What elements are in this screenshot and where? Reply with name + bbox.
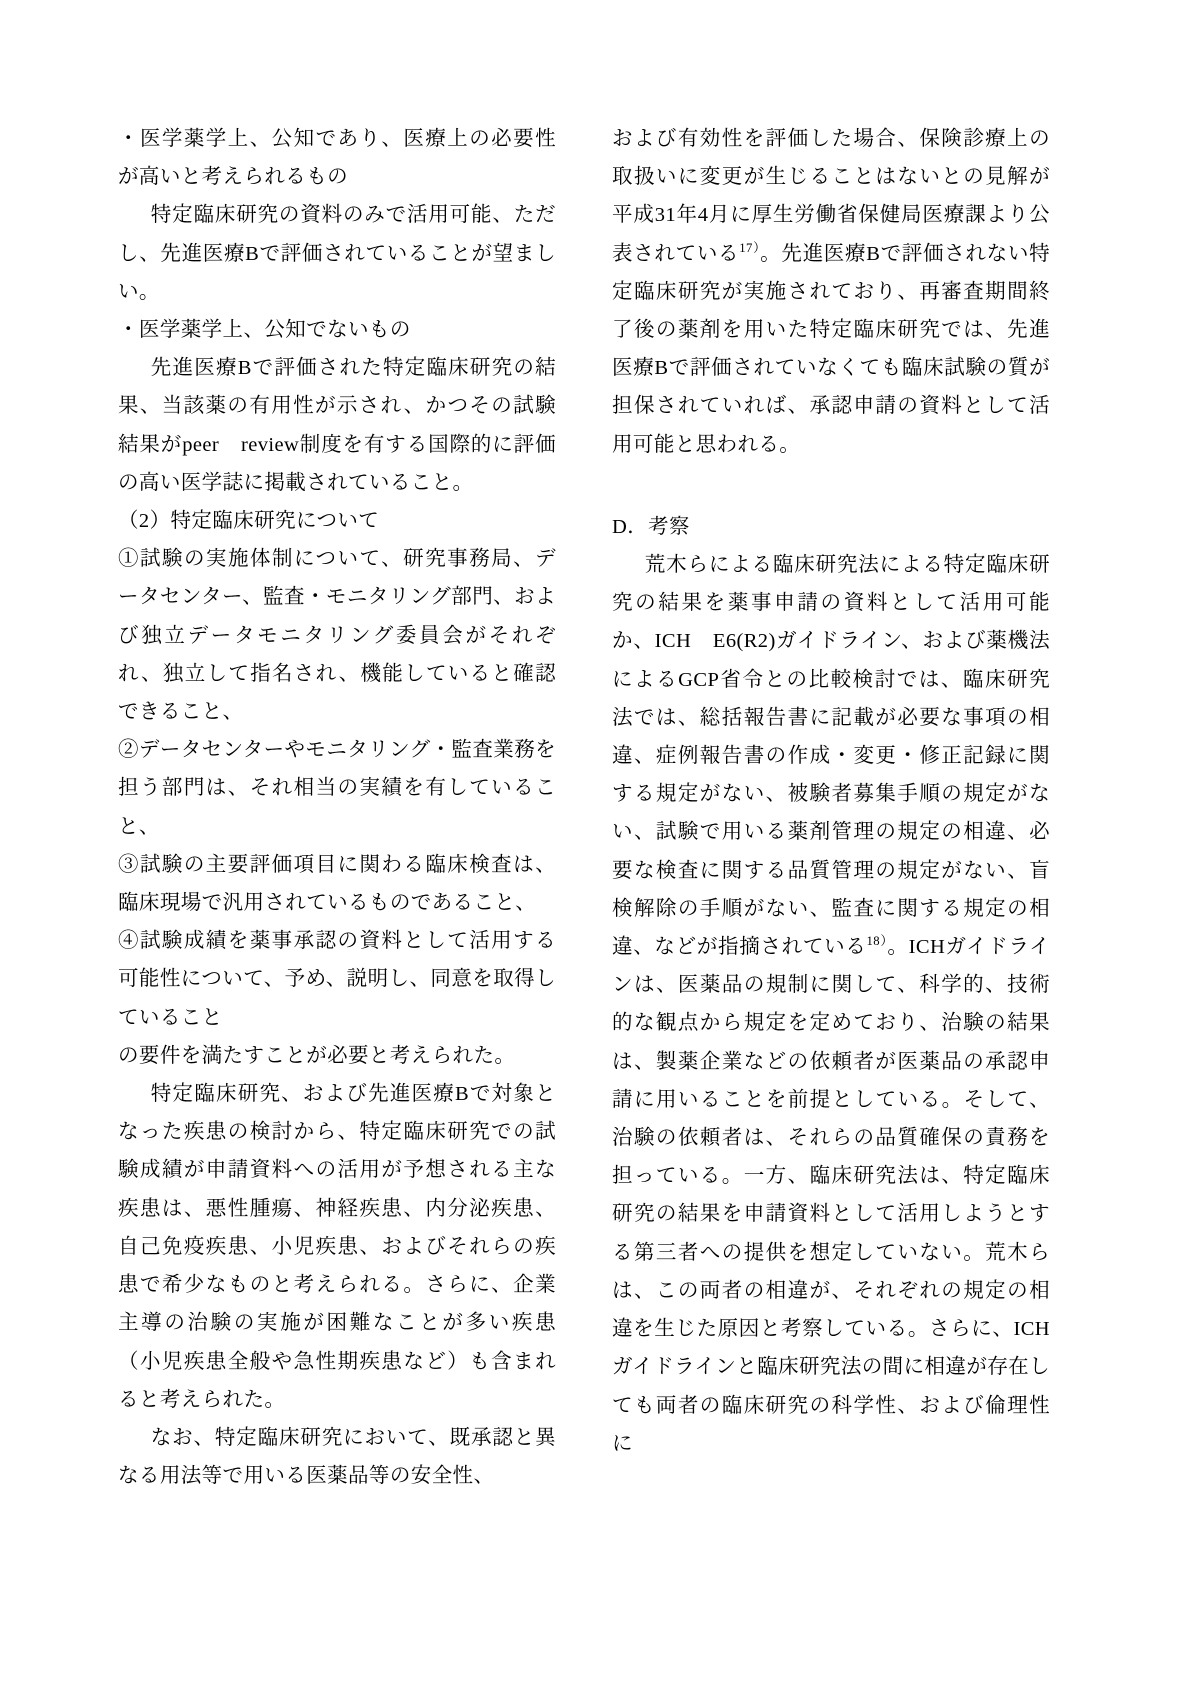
paragraph: ・医学薬学上、公知であり、医療上の必要性が高いと考えられるもの	[118, 128, 556, 189]
citation-marker: 18）	[866, 934, 888, 949]
right-column	[612, 120, 1050, 1595]
paragraph: ・医学薬学上、公知でないもの	[118, 319, 411, 342]
paragraph: 先進医療Bで評価された特定臨床研究の結果、当該薬の有用性が示され、かつその試験結果がpeer review制度を有する国際的に評価の高い医学誌に掲載されていること。	[118, 357, 556, 494]
paragraph: の要件を満たすことが必要と考えられた。	[118, 1044, 516, 1067]
paragraph-text: および有効性を評価した場合、保険診療上の取扱いに変更が生じることはないとの見解が平成31年4月に厚生労働省保健局医療課より公表されている	[612, 128, 1050, 265]
paragraph-text-after: 。先進医療Bで評価されない特定臨床研究が実施されており、再審査期間終了後の薬剤を用いた特定臨床研究では、先進医療Bで評価されていなくても臨床試験の質が担保されていれば、承認申請の資料として活用可能と思われる。	[612, 242, 1050, 456]
list-item: ④試験成績を薬事承認の資料として活用する可能性について、予め、説明し、同意を取得していること	[118, 930, 556, 1029]
paragraph: なお、特定臨床研究において、既承認と異なる用法等で用いる医薬品等の安全性、	[118, 1426, 556, 1488]
paragraph-discussion	[612, 546, 1050, 1463]
paragraph-text-after: 。ICHガイドラインは、医薬品の規制に関して、科学的、技術的な観点から規定を定めており、治験の結果は、製薬企業などの依頼者が医薬品の承認申請に用いることを前提としている。そして、治験の依頼者は、それらの品質確保の責務を担っている。一方、臨床研究法は、特定臨床研究の結果を申請資料として活用しようとする第三者への提供を想定していない。荒木らは、この両者の相違が、それぞれの規定の相違を生じた原因と考察している。さらに、ICHガイドラインと臨床研究法の間に相違が存在しても両者の臨床研究の科学性、および倫理性に	[612, 936, 1050, 1455]
list-item: ①試験の実施体制について、研究事務局、データセンター、監査・モニタリング部門、および独立データモニタリング委員会がそれぞれ、独立して指名され、機能していると確認できること、	[118, 548, 556, 724]
list-item: ③試験の主要評価項目に関わる臨床検査は、臨床現場で汎用されているものであること、	[118, 853, 556, 915]
two-column-layout	[118, 120, 1063, 1595]
citation-marker: 17）	[739, 240, 761, 255]
section-heading-discussion: D．考察	[612, 515, 690, 538]
paragraph: 特定臨床研究の資料のみで活用可能、ただし、先進医療Bで評価されていることが望ましい。	[118, 204, 556, 303]
paragraph: 特定臨床研究、および先進医療Bで対象となった疾患の検討から、特定臨床研究での試験成績が申請資料への活用が予想される主な疾患は、悪性腫瘍、神経疾患、内分泌疾患、自己免疫疾患、小児疾患、およびそれらの疾患で希少なものと考えられる。さらに、企業主導の治験の実施が困難なことが多い疾患（小児疾患全般や急性期疾患など）も含まれると考えられた。	[118, 1083, 556, 1411]
section-heading-2: （2）特定臨床研究について	[118, 510, 380, 533]
spacer	[612, 464, 1050, 478]
left-column	[118, 120, 556, 1595]
paragraph-text: 荒木らによる臨床研究法による特定臨床研究の結果を薬事申請の資料として活用可能か、ICH E6(R2)ガイドライン、および薬機法によるGCP省令との比較検討では、臨床研究法では、総括報告書に記載が必要な事項の相違、症例報告書の作成・変更・修正記録に関する規定がない、被験者募集手順の規定がない、試験で用いる薬剤管理の規定の相違、必要な検査に関する品質管理の規定がない、盲検解除の手順がない、監査に関する規定の相違、などが指摘されている	[612, 554, 1050, 959]
paragraph-continued	[612, 120, 1050, 464]
list-item: ②データセンターやモニタリング・監査業務を担う部門は、それ相当の実績を有していること、	[118, 739, 556, 838]
